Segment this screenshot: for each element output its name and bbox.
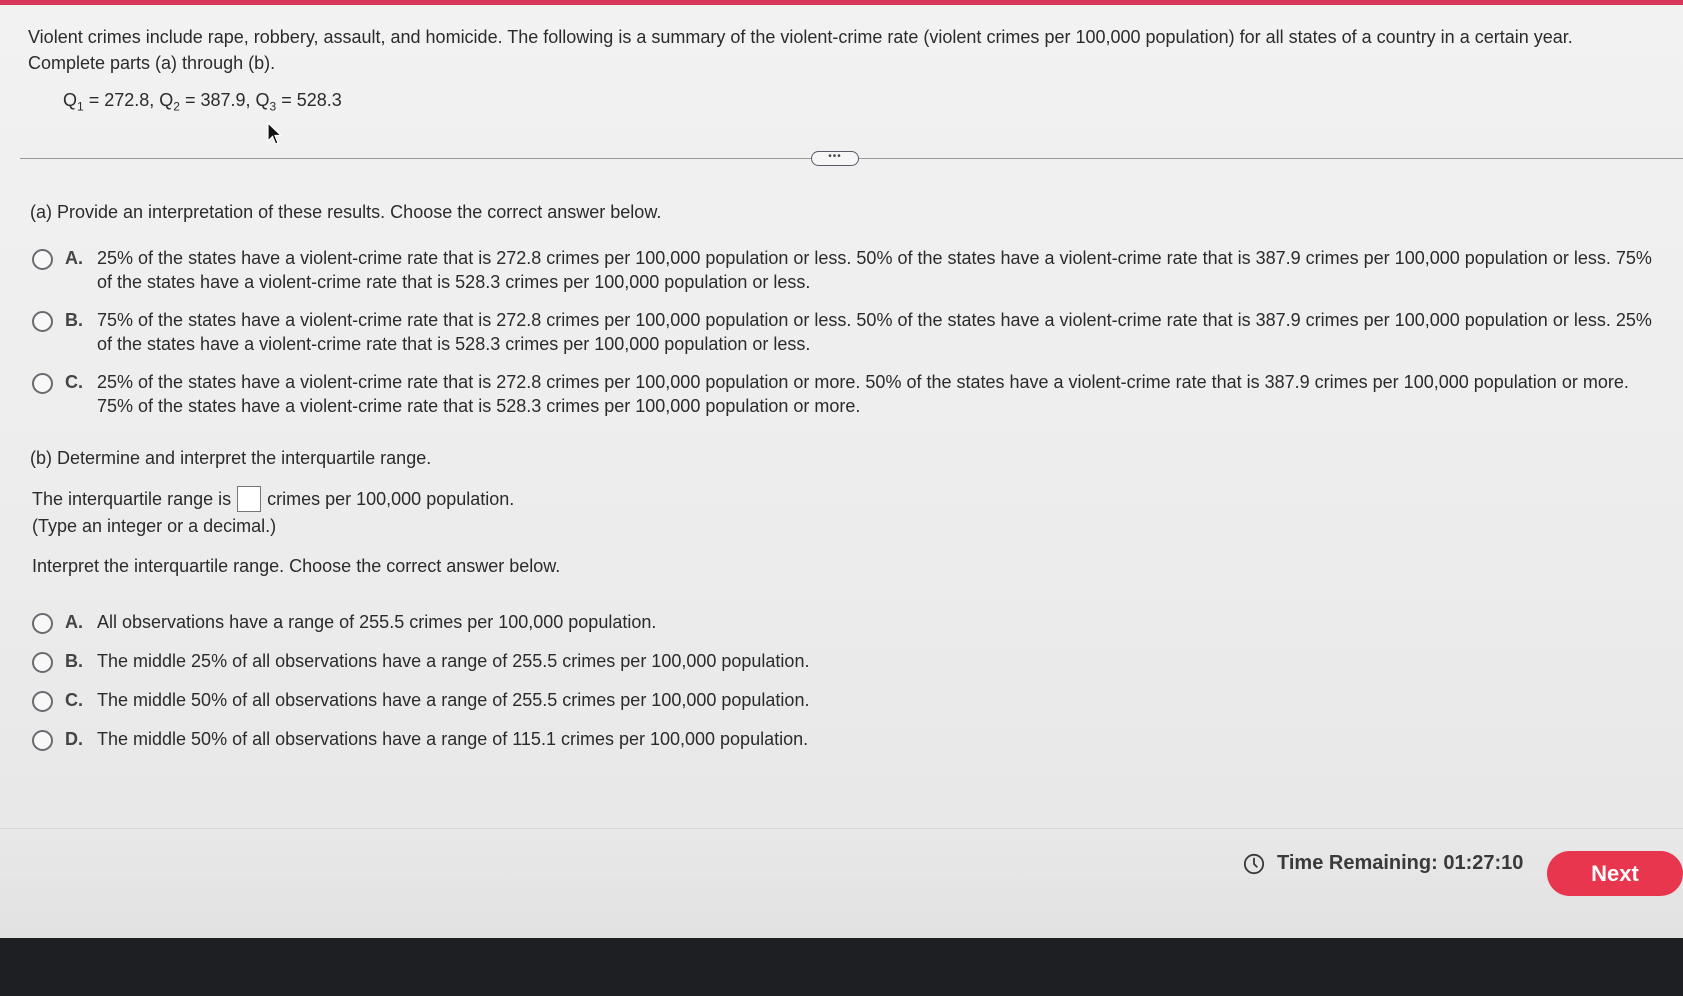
stem-line-2: Complete parts (a) through (b).: [28, 53, 276, 73]
option-letter: C.: [65, 372, 83, 392]
iqr-suffix: crimes per 100,000 population.: [267, 488, 515, 509]
iqr-prefix: The interquartile range is: [32, 488, 232, 509]
option-letter: C.: [65, 690, 83, 710]
q2-subscript: 2: [173, 99, 180, 114]
part-b-option-b[interactable]: [32, 649, 1662, 673]
option-text: The middle 25% of all observations have a range of 255.5 crimes per 100,000 population.: [97, 651, 810, 671]
option-letter: B.: [65, 651, 83, 671]
option-letter: A.: [65, 248, 83, 268]
radio-button[interactable]: [32, 613, 53, 634]
timer-text: Time Remaining: 01:27:10: [1277, 852, 1524, 874]
part-a-option-c[interactable]: [32, 370, 1662, 418]
top-accent-bar: [0, 0, 1683, 5]
radio-button[interactable]: [32, 652, 53, 673]
stem-line-1: Violent crimes include rape, robbery, assault, and homicide. The following is a summary of the violent-crime rate (violent crimes per 100,000 population) for all states of a country in a certain year.: [28, 27, 1573, 47]
q3-subscript: 3: [269, 99, 277, 114]
option-letter: B.: [65, 310, 83, 330]
option-text: The middle 50% of all observations have a range of 255.5 crimes per 100,000 population.: [97, 690, 810, 710]
question-stem: [28, 24, 1658, 76]
next-button[interactable]: Next: [1547, 851, 1683, 896]
mouse-pointer-icon: [267, 122, 283, 146]
radio-button[interactable]: [32, 249, 53, 270]
part-b-prompt: (b) Determine and interpret the interquartile range.: [30, 448, 432, 468]
iqr-answer-line: [32, 486, 514, 512]
quartile-values: [63, 90, 342, 114]
option-text: 25% of the states have a violent-crime rate that is 272.8 crimes per 100,000 population or more. 50% of the states have a violent-crime rate that is 387.9 crimes per 100,000 population or more. 75% of the states have a violent-crime rate that is 528.3 crimes per 100,000 population or more.: [97, 372, 1629, 416]
monitor-bezel: [0, 938, 1683, 996]
part-a-prompt: (a) Provide an interpretation of these results. Choose the correct answer below.: [30, 202, 662, 222]
expand-collapse-button[interactable]: •••: [811, 151, 859, 166]
part-b-option-d[interactable]: [32, 727, 1662, 751]
part-a-option-a[interactable]: [32, 246, 1662, 294]
iqr-answer-input[interactable]: [237, 486, 261, 512]
option-text: 25% of the states have a violent-crime rate that is 272.8 crimes per 100,000 population or less. 50% of the states have a violent-crime rate that is 387.9 crimes per 100,000 population or less. 75% of the states have a violent-crime rate that is 528.3 crimes per 100,000 population or less.: [97, 248, 1652, 292]
option-letter: D.: [65, 729, 83, 749]
part-b-option-c[interactable]: [32, 688, 1662, 712]
clock-icon: [1243, 853, 1265, 875]
radio-button[interactable]: [32, 730, 53, 751]
option-text: The middle 50% of all observations have a range of 115.1 crimes per 100,000 population.: [97, 729, 809, 749]
q2-value: = 387.9,: [179, 90, 256, 110]
q2-label: Q: [159, 90, 174, 110]
part-a-option-b[interactable]: [32, 308, 1662, 356]
q1-value: = 272.8,: [83, 90, 160, 110]
interpret-prompt: Interpret the interquartile range. Choose the correct answer below.: [32, 556, 561, 576]
option-text: 75% of the states have a violent-crime rate that is 272.8 crimes per 100,000 population or less. 50% of the states have a violent-crime rate that is 387.9 crimes per 100,000 population or less. 25% of the states have a violent-crime rate that is 528.3 crimes per 100,000 population or less.: [97, 310, 1652, 354]
q1-label: Q: [63, 90, 78, 110]
q3-label: Q: [255, 90, 270, 110]
part-b-option-a[interactable]: [32, 610, 1662, 634]
q3-value: = 528.3: [276, 90, 342, 110]
radio-button[interactable]: [32, 373, 53, 394]
radio-button[interactable]: [32, 311, 53, 332]
q1-subscript: 1: [77, 99, 84, 114]
option-letter: A.: [65, 612, 83, 632]
option-text: All observations have a range of 255.5 crimes per 100,000 population.: [97, 612, 657, 632]
time-remaining: [1243, 852, 1523, 875]
input-hint: (Type an integer or a decimal.): [32, 516, 277, 536]
footer-bar: [0, 828, 1683, 939]
radio-button[interactable]: [32, 691, 53, 712]
